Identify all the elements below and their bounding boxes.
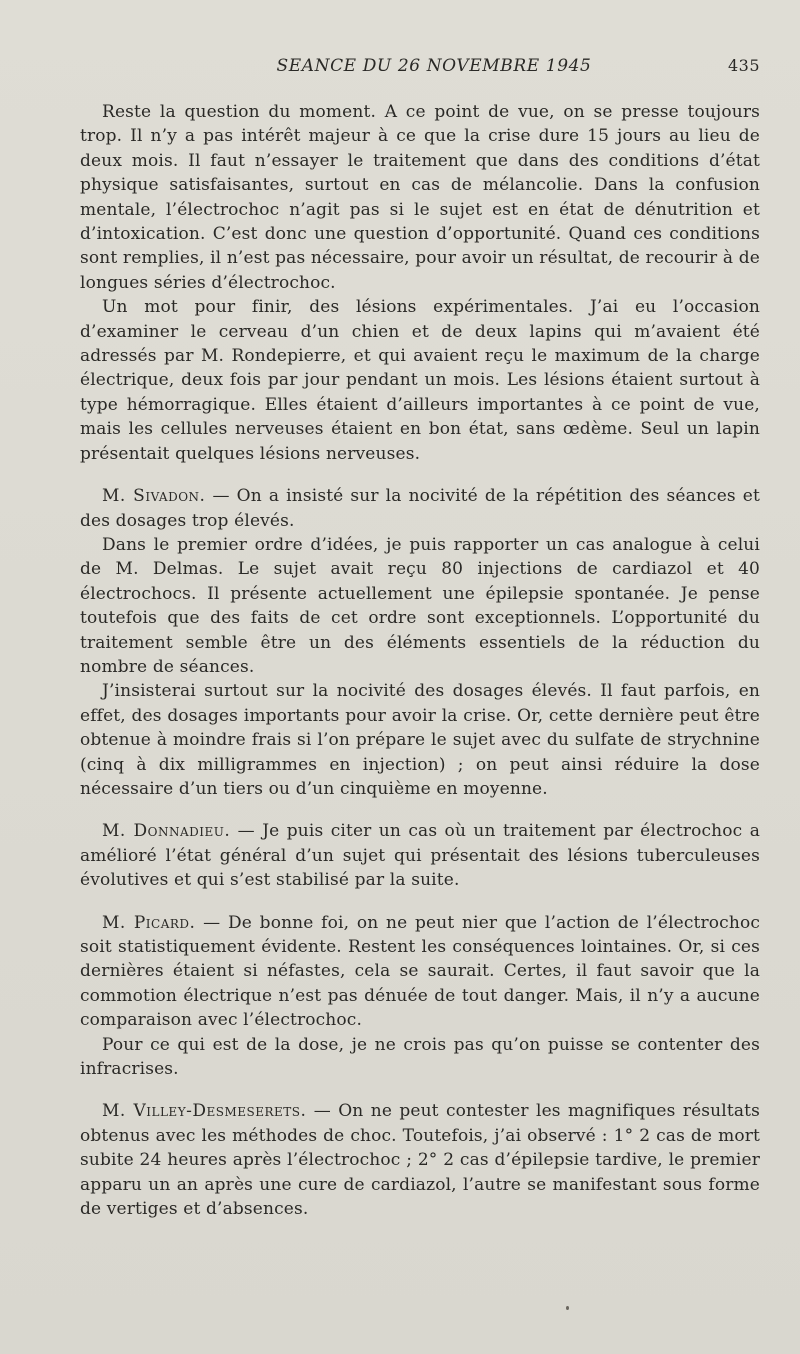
speaker-name: M. Donnadieu. bbox=[102, 821, 231, 842]
paragraph-text: Dans le premier ordre d’idées, je puis rapporter un cas analogue à celui de M. Delmas. Le sujet avait reçu 80 injections de cardiazol et 40 électrochocs. Il présente actuellement une épilepsie spontanée. Je pense toutefois que des faits de cet ordre sont exceptionnels. L’opportunité du traitement semble être un des éléments essentiels de la réduction du nombre de séances. bbox=[80, 534, 760, 677]
paragraph-text: Reste la question du moment. A ce point de vue, on se presse toujours trop. Il n’y a pas intérêt majeur à ce que la crise dure 15 jours au lieu de deux mois. Il faut n’essayer le traitement que dans des conditions d’état physique satisfaisantes, surtout en cas de mélancolie. Dans la confusion mentale, l’électrochoc n’agit pas si le sujet est en état de dénutrition et d’intoxication. C’est donc une question d’opportunité. Quand ces conditions sont remplies, il n’est pas nécessaire, pour avoir un résultat, de recourir à de longues séries d’électrochoc. bbox=[80, 102, 760, 293]
paragraph-picard bbox=[80, 911, 760, 1033]
running-title: SEANCE DU 26 NOVEMBRE 1945 bbox=[276, 56, 592, 76]
ink-speck bbox=[566, 1306, 569, 1310]
running-header bbox=[80, 56, 760, 88]
paragraph-text: J’insisterai surtout sur la nocivité des dosages élevés. Il faut parfois, en effet, des dosages importants pour avoir la crise. Or, cette dernière peut être obtenue à moindre frais si l’on prépare le sujet avec du sulfate de strychnine (cinq à dix milligrammes en injection) ; on peut ainsi réduire la dose nécessaire d’un tiers ou d’un cinquième en moyenne. bbox=[80, 681, 760, 799]
paragraph-dosages-eleves bbox=[80, 679, 760, 801]
paragraph-sivadon bbox=[80, 484, 760, 533]
paragraph-text: — On ne peut contester les magnifiques résultats obtenus avec les méthodes de choc. Toutefois, j’ai observé : 1° 2 cas de mort subite 24 heures après l’électrochoc ; 2° 2 cas d’épilepsie tardive, le premier apparu un an après une cure de cardiazol, l’autre se manifestant sous forme de vertiges et d’absences. bbox=[80, 1101, 760, 1220]
speaker-name: M. Villey-Desmeserets. bbox=[102, 1101, 307, 1122]
paragraph-text: — Je puis citer un cas où un traitement par électrochoc a amélioré l’état général d’un sujet qui présentait des lésions tuberculeuses évolutives et qui s’est stabilisé par la suite. bbox=[80, 821, 760, 891]
paragraph-donnadieu bbox=[80, 819, 760, 892]
paragraph-infracrises bbox=[80, 1033, 760, 1082]
speaker-name: M. Sivadon. bbox=[102, 486, 206, 507]
speaker-name: M. Picard. bbox=[102, 912, 196, 933]
paragraph-text: — De bonne foi, on ne peut nier que l’action de l’électrochoc soit statistiquement évidente. Restent les conséquences lointaines. Or, si ces dernières étaient si néfastes, cela se saurait. Certes, il faut savoir que la commotion électrique n’est pas dénuée de tout danger. Mais, il n’y a aucune comparaison avec l’électrochoc. bbox=[80, 912, 761, 1031]
paragraph-cas-analogue bbox=[80, 533, 760, 679]
paragraph-question-du-moment bbox=[80, 100, 760, 295]
paragraph-lesions-experimentales bbox=[80, 295, 760, 466]
page-number: 435 bbox=[727, 56, 760, 75]
body-text bbox=[80, 100, 760, 1221]
paragraph-text: Pour ce qui est de la dose, je ne crois pas qu’on puisse se contenter des infracrises. bbox=[80, 1034, 760, 1080]
paragraph-text: Un mot pour finir, des lésions expérimentales. J’ai eu l’occasion d’examiner le cerveau d’un chien et de deux lapins qui m’avaient été adressés par M. Rondepierre, et qui avaient reçu le maximum de la charge électrique, deux fois par jour pendant un mois. Les lésions étaient surtout à type hémorragique. Elles étaient d’ailleurs importantes à ce point de vue, mais les cellules nerveuses étaient en bon état, sans œdème. Seul un lapin présentait quelques lésions nerveuses. bbox=[80, 297, 760, 464]
paragraph-text: — On a insisté sur la nocivité de la répétition des séances et des dosages trop élevés. bbox=[80, 486, 760, 531]
paragraph-villey-desmeserets bbox=[80, 1099, 760, 1221]
